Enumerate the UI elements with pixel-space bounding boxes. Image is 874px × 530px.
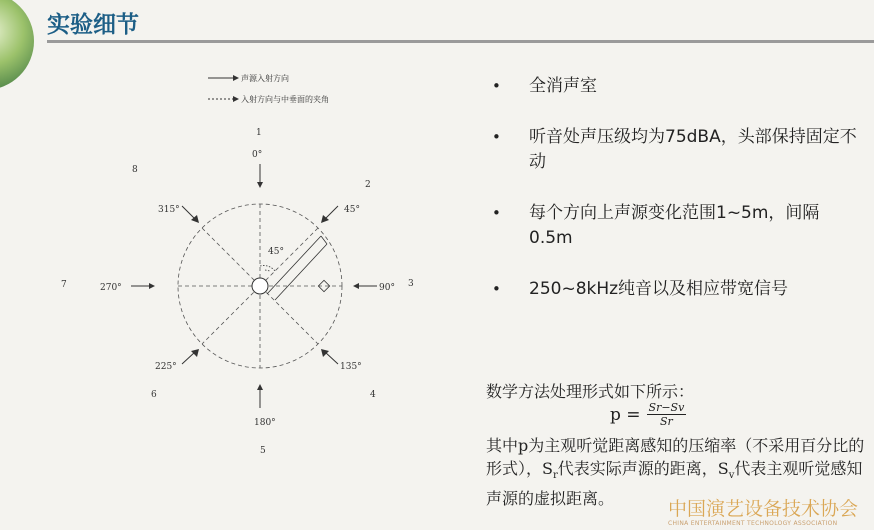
logo-badge: [0, 0, 34, 90]
bullet-item: • 全消声室: [489, 74, 859, 99]
inner-angle-label: 45°: [268, 247, 284, 257]
position-label-7: 7: [61, 280, 67, 290]
watermark-cn: 中国演艺设备技术协会: [668, 498, 859, 520]
distance-ruler: [267, 236, 327, 300]
angle-label-45: 45°: [344, 205, 360, 215]
bullet-item: • 每个方向上声源变化范围1~5m，间隔0.5m: [489, 201, 859, 251]
bullet-item: • 听音处声压级均为75dBA，头部保持固定不动: [489, 125, 859, 175]
direction-diagram: [55, 68, 445, 468]
formula-lhs: p =: [610, 404, 641, 425]
desc-sub-v: v: [728, 470, 735, 482]
position-label-5: 5: [260, 446, 266, 456]
formula-fraction: [647, 401, 687, 428]
angle-label-0: 0°: [252, 150, 263, 160]
angle-label-225: 225°: [155, 362, 177, 372]
inner-angle-marker: [260, 247, 284, 271]
position-label-2: 2: [365, 180, 371, 190]
position-label-6: 6: [151, 390, 157, 400]
angle-label-135: 135°: [340, 362, 362, 372]
angle-label-315: 315°: [158, 205, 180, 215]
math-intro: 数学方法处理形式如下所示：: [486, 382, 695, 401]
angle-label-180: 180°: [254, 418, 276, 428]
bullet-list: [489, 74, 859, 302]
angle-label-270: 270°: [100, 283, 122, 293]
angle-label-90: 90°: [379, 283, 395, 293]
page-title: 实验细节: [47, 12, 139, 38]
title-divider: [47, 40, 874, 43]
position-label-4: 4: [370, 390, 376, 400]
solid-arrow-head: [233, 75, 239, 81]
bullet-item: • 250~8kHz纯音以及相应带宽信号: [489, 277, 859, 302]
listener-head: [252, 278, 268, 294]
compression-formula: [610, 401, 686, 428]
legend-label-angle: 入射方向与中垂面的夹角: [241, 95, 329, 104]
position-label-8: 8: [132, 165, 138, 175]
legend-label-source: 声源入射方向: [241, 74, 289, 83]
legend: [208, 73, 329, 104]
watermark-en: CHINA ENTERTAINMENT TECHNOLOGY ASSOCIATION: [668, 520, 838, 527]
desc-sub-r: r: [552, 470, 558, 482]
position-label-1: 1: [256, 128, 262, 138]
formula-numerator: Sr−Sv: [648, 401, 685, 414]
position-label-3: 3: [408, 279, 414, 289]
formula-denominator: Sr: [660, 415, 673, 428]
desc-text-3: 代表主观听觉感知声源的虚拟距离。: [486, 459, 863, 509]
desc-text-1: 其中p为主观听觉距离感知的压缩率（不采用百分比的形式），S: [486, 436, 865, 478]
dotted-arrow-head: [233, 96, 239, 102]
desc-text-2: 代表实际声源的距离，S: [557, 459, 729, 478]
